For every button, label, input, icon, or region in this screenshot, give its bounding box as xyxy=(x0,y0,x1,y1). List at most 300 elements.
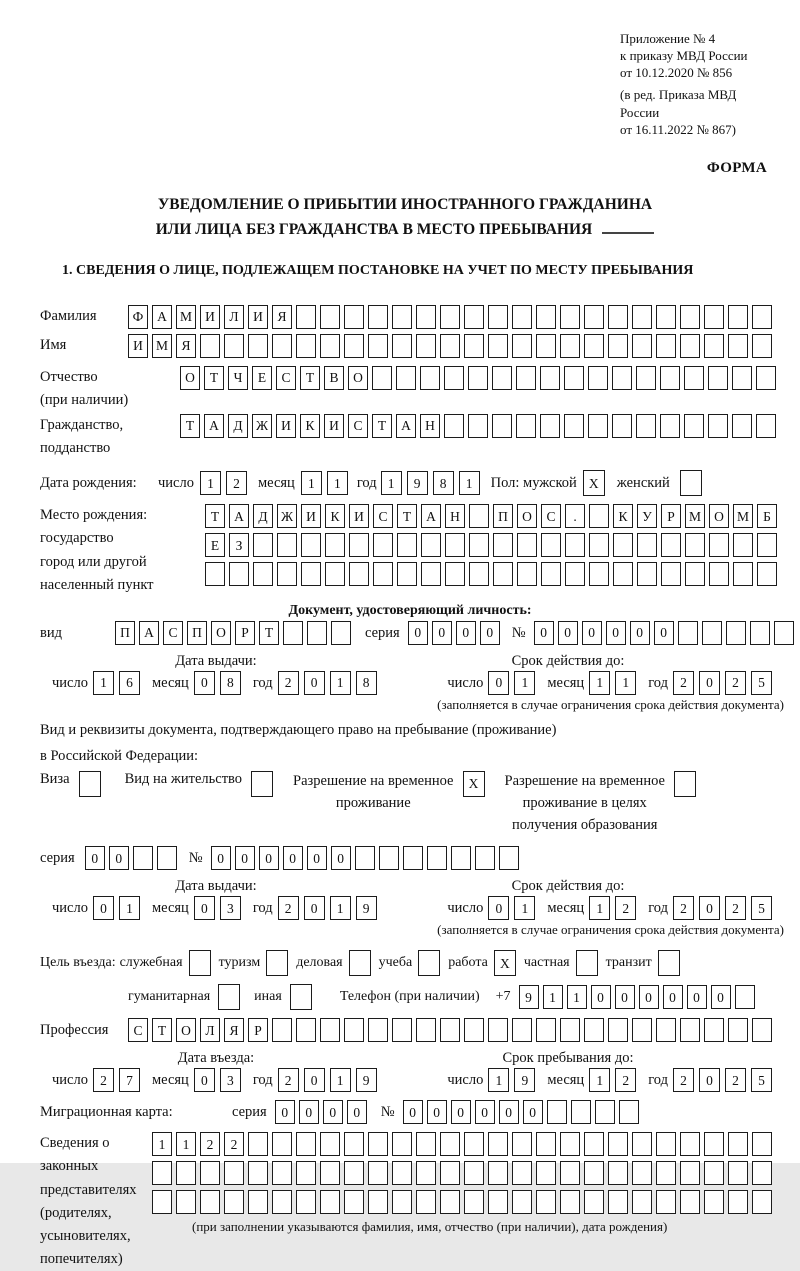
form-cell[interactable]: 0 xyxy=(639,985,659,1009)
form-cell[interactable]: Т xyxy=(180,414,200,438)
form-cell[interactable] xyxy=(157,846,177,870)
form-cell[interactable]: 0 xyxy=(331,846,351,870)
form-cell[interactable] xyxy=(661,533,681,557)
form-cell[interactable]: 5 xyxy=(751,671,772,695)
form-cell[interactable] xyxy=(416,1190,436,1214)
form-cell[interactable] xyxy=(373,562,393,586)
form-cell[interactable]: 0 xyxy=(235,846,255,870)
form-cell[interactable] xyxy=(344,1161,364,1185)
form-cell[interactable] xyxy=(560,305,580,329)
form-cell[interactable] xyxy=(469,504,489,528)
form-cell[interactable] xyxy=(277,533,297,557)
form-cell[interactable] xyxy=(728,334,748,358)
form-cell[interactable]: 0 xyxy=(194,671,215,695)
form-cell[interactable] xyxy=(660,366,680,390)
form-cell[interactable]: 0 xyxy=(299,1100,319,1124)
form-cell[interactable] xyxy=(709,562,729,586)
form-cell[interactable] xyxy=(752,1132,772,1156)
form-cell[interactable]: Я xyxy=(224,1018,244,1042)
form-cell[interactable]: Ф xyxy=(128,305,148,329)
form-cell[interactable]: С xyxy=(128,1018,148,1042)
form-cell[interactable] xyxy=(536,1018,556,1042)
form-cell[interactable]: Т xyxy=(372,414,392,438)
form-cell[interactable]: С xyxy=(541,504,561,528)
form-cell[interactable] xyxy=(152,1161,172,1185)
form-cell[interactable] xyxy=(512,305,532,329)
form-cell[interactable]: 0 xyxy=(534,621,554,645)
form-cell[interactable]: И xyxy=(324,414,344,438)
form-cell[interactable] xyxy=(176,1190,196,1214)
form-cell[interactable] xyxy=(632,1161,652,1185)
form-cell[interactable]: З xyxy=(229,533,249,557)
form-cell[interactable] xyxy=(416,334,436,358)
form-cell[interactable] xyxy=(756,366,776,390)
form-cell[interactable]: 0 xyxy=(323,1100,343,1124)
form-cell[interactable] xyxy=(296,305,316,329)
form-cell[interactable] xyxy=(440,305,460,329)
form-cell[interactable]: 1 xyxy=(119,896,140,920)
form-cell[interactable] xyxy=(296,1190,316,1214)
form-cell[interactable] xyxy=(451,846,471,870)
form-cell[interactable]: 0 xyxy=(283,846,303,870)
form-cell[interactable]: 2 xyxy=(278,896,299,920)
form-cell[interactable] xyxy=(272,1190,292,1214)
form-cell[interactable] xyxy=(392,1161,412,1185)
form-cell[interactable]: 0 xyxy=(591,985,611,1009)
form-cell[interactable]: А xyxy=(421,504,441,528)
form-cell[interactable]: 0 xyxy=(194,896,215,920)
form-cell[interactable] xyxy=(735,985,755,1009)
form-cell[interactable]: М xyxy=(152,334,172,358)
form-cell[interactable] xyxy=(540,366,560,390)
form-cell[interactable] xyxy=(512,334,532,358)
form-cell[interactable]: П xyxy=(187,621,207,645)
form-cell[interactable] xyxy=(224,1161,244,1185)
form-cell[interactable] xyxy=(248,1132,268,1156)
form-cell[interactable] xyxy=(728,1018,748,1042)
form-cell[interactable]: Ч xyxy=(228,366,248,390)
form-cell[interactable] xyxy=(660,414,680,438)
form-cell[interactable]: 0 xyxy=(606,621,626,645)
form-cell[interactable] xyxy=(349,562,369,586)
form-cell[interactable] xyxy=(584,1018,604,1042)
form-cell[interactable]: Т xyxy=(205,504,225,528)
form-cell[interactable] xyxy=(613,533,633,557)
form-cell[interactable]: 1 xyxy=(330,1068,351,1092)
form-cell[interactable]: 1 xyxy=(543,985,563,1009)
form-cell[interactable] xyxy=(704,1190,724,1214)
form-cell[interactable] xyxy=(680,1132,700,1156)
form-cell[interactable] xyxy=(728,305,748,329)
form-cell[interactable]: Д xyxy=(228,414,248,438)
form-cell[interactable]: 1 xyxy=(459,471,480,495)
form-cell[interactable]: 0 xyxy=(85,846,105,870)
form-cell[interactable] xyxy=(331,621,351,645)
form-cell[interactable]: 0 xyxy=(488,671,509,695)
form-cell[interactable]: И xyxy=(248,305,268,329)
form-cell[interactable]: Д xyxy=(253,504,273,528)
form-cell[interactable]: 2 xyxy=(278,1068,299,1092)
form-cell[interactable]: 0 xyxy=(711,985,731,1009)
form-cell[interactable] xyxy=(200,334,220,358)
form-cell[interactable]: 1 xyxy=(589,671,610,695)
form-cell[interactable] xyxy=(656,305,676,329)
form-cell[interactable] xyxy=(416,305,436,329)
form-cell[interactable] xyxy=(512,1190,532,1214)
form-cell[interactable] xyxy=(512,1018,532,1042)
form-cell[interactable] xyxy=(612,414,632,438)
form-cell[interactable] xyxy=(488,1018,508,1042)
form-cell[interactable]: 0 xyxy=(654,621,674,645)
form-cell[interactable] xyxy=(344,1132,364,1156)
form-cell[interactable] xyxy=(680,470,702,496)
form-cell[interactable] xyxy=(229,562,249,586)
form-cell[interactable] xyxy=(536,1132,556,1156)
form-cell[interactable]: . xyxy=(565,504,585,528)
form-cell[interactable] xyxy=(541,562,561,586)
form-cell[interactable] xyxy=(344,334,364,358)
form-cell[interactable]: 3 xyxy=(220,896,241,920)
form-cell[interactable] xyxy=(564,414,584,438)
form-cell[interactable] xyxy=(728,1132,748,1156)
form-cell[interactable] xyxy=(595,1100,615,1124)
form-cell[interactable] xyxy=(296,334,316,358)
form-cell[interactable] xyxy=(488,1161,508,1185)
form-cell[interactable] xyxy=(656,1132,676,1156)
form-cell[interactable]: 2 xyxy=(673,1068,694,1092)
form-cell[interactable]: К xyxy=(300,414,320,438)
form-cell[interactable] xyxy=(774,621,794,645)
form-cell[interactable] xyxy=(608,1132,628,1156)
form-cell[interactable]: А xyxy=(204,414,224,438)
form-cell[interactable]: 9 xyxy=(356,1068,377,1092)
form-cell[interactable] xyxy=(301,533,321,557)
form-cell[interactable]: Т xyxy=(152,1018,172,1042)
form-cell[interactable] xyxy=(392,334,412,358)
form-cell[interactable]: А xyxy=(152,305,172,329)
form-cell[interactable] xyxy=(685,533,705,557)
form-cell[interactable] xyxy=(732,366,752,390)
form-cell[interactable] xyxy=(368,1018,388,1042)
form-cell[interactable] xyxy=(547,1100,567,1124)
form-cell[interactable] xyxy=(560,1132,580,1156)
form-cell[interactable] xyxy=(656,1161,676,1185)
form-cell[interactable] xyxy=(403,846,423,870)
form-cell[interactable] xyxy=(704,305,724,329)
form-cell[interactable] xyxy=(344,1018,364,1042)
form-cell[interactable] xyxy=(757,562,777,586)
form-cell[interactable]: 0 xyxy=(275,1100,295,1124)
form-cell[interactable] xyxy=(704,334,724,358)
form-cell[interactable] xyxy=(397,533,417,557)
form-cell[interactable] xyxy=(752,305,772,329)
form-cell[interactable] xyxy=(440,1132,460,1156)
form-cell[interactable]: 5 xyxy=(751,896,772,920)
form-cell[interactable]: 9 xyxy=(407,471,428,495)
form-cell[interactable] xyxy=(709,533,729,557)
form-cell[interactable]: 0 xyxy=(211,846,231,870)
form-cell[interactable] xyxy=(613,562,633,586)
form-cell[interactable]: 0 xyxy=(304,896,325,920)
form-cell[interactable] xyxy=(560,334,580,358)
form-cell[interactable] xyxy=(397,562,417,586)
form-cell[interactable]: Е xyxy=(252,366,272,390)
form-cell[interactable] xyxy=(589,562,609,586)
form-cell[interactable] xyxy=(296,1161,316,1185)
form-cell[interactable] xyxy=(283,621,303,645)
form-cell[interactable] xyxy=(752,1018,772,1042)
form-cell[interactable] xyxy=(392,1190,412,1214)
form-cell[interactable]: 0 xyxy=(93,896,114,920)
form-cell[interactable] xyxy=(248,1190,268,1214)
form-cell[interactable]: 0 xyxy=(427,1100,447,1124)
form-cell[interactable]: 0 xyxy=(699,1068,720,1092)
form-cell[interactable]: 0 xyxy=(475,1100,495,1124)
form-cell[interactable]: 2 xyxy=(615,1068,636,1092)
form-cell[interactable]: 0 xyxy=(347,1100,367,1124)
form-cell[interactable] xyxy=(253,533,273,557)
form-cell[interactable] xyxy=(680,1161,700,1185)
form-cell[interactable] xyxy=(637,533,657,557)
form-cell[interactable]: С xyxy=(276,366,296,390)
form-cell[interactable]: 1 xyxy=(330,896,351,920)
form-cell[interactable] xyxy=(272,334,292,358)
form-cell[interactable]: Т xyxy=(300,366,320,390)
form-cell[interactable] xyxy=(416,1132,436,1156)
form-cell[interactable] xyxy=(680,1190,700,1214)
form-cell[interactable] xyxy=(608,1190,628,1214)
form-cell[interactable] xyxy=(632,1190,652,1214)
form-cell[interactable] xyxy=(612,366,632,390)
form-cell[interactable] xyxy=(493,562,513,586)
form-cell[interactable]: К xyxy=(613,504,633,528)
form-cell[interactable] xyxy=(565,562,585,586)
form-cell[interactable] xyxy=(632,1132,652,1156)
form-cell[interactable]: 0 xyxy=(109,846,129,870)
form-cell[interactable]: Л xyxy=(200,1018,220,1042)
form-cell[interactable] xyxy=(445,533,465,557)
form-cell[interactable] xyxy=(416,1018,436,1042)
form-cell[interactable] xyxy=(205,562,225,586)
form-cell[interactable]: 1 xyxy=(152,1132,172,1156)
form-cell[interactable] xyxy=(536,1161,556,1185)
form-cell[interactable] xyxy=(636,414,656,438)
form-cell[interactable] xyxy=(702,621,722,645)
form-cell[interactable] xyxy=(392,305,412,329)
form-cell[interactable] xyxy=(632,334,652,358)
form-cell[interactable]: 2 xyxy=(725,671,746,695)
form-cell[interactable] xyxy=(492,366,512,390)
form-cell[interactable]: И xyxy=(128,334,148,358)
form-cell[interactable] xyxy=(444,414,464,438)
form-cell[interactable]: 0 xyxy=(194,1068,215,1092)
form-cell[interactable] xyxy=(468,366,488,390)
form-cell[interactable] xyxy=(752,334,772,358)
form-cell[interactable]: Т xyxy=(397,504,417,528)
form-cell[interactable] xyxy=(440,334,460,358)
form-cell[interactable] xyxy=(656,334,676,358)
form-cell[interactable] xyxy=(418,950,440,976)
form-cell[interactable] xyxy=(444,366,464,390)
form-cell[interactable]: 9 xyxy=(356,896,377,920)
form-cell[interactable]: В xyxy=(324,366,344,390)
form-cell[interactable] xyxy=(608,1018,628,1042)
form-cell[interactable] xyxy=(684,414,704,438)
form-cell[interactable] xyxy=(756,414,776,438)
form-cell[interactable] xyxy=(344,305,364,329)
form-cell[interactable] xyxy=(728,1161,748,1185)
form-cell[interactable] xyxy=(248,1161,268,1185)
form-cell[interactable] xyxy=(588,366,608,390)
form-cell[interactable]: X xyxy=(494,950,516,976)
form-cell[interactable] xyxy=(571,1100,591,1124)
form-cell[interactable] xyxy=(248,334,268,358)
form-cell[interactable] xyxy=(589,533,609,557)
form-cell[interactable] xyxy=(475,846,495,870)
form-cell[interactable] xyxy=(296,1018,316,1042)
form-cell[interactable]: 1 xyxy=(615,671,636,695)
form-cell[interactable]: Р xyxy=(661,504,681,528)
form-cell[interactable] xyxy=(133,846,153,870)
form-cell[interactable] xyxy=(632,1018,652,1042)
form-cell[interactable]: Ж xyxy=(252,414,272,438)
form-cell[interactable]: К xyxy=(325,504,345,528)
form-cell[interactable] xyxy=(420,366,440,390)
form-cell[interactable]: 0 xyxy=(582,621,602,645)
form-cell[interactable] xyxy=(488,1132,508,1156)
form-cell[interactable]: 1 xyxy=(567,985,587,1009)
form-cell[interactable]: О xyxy=(517,504,537,528)
form-cell[interactable] xyxy=(752,1161,772,1185)
form-cell[interactable]: 2 xyxy=(200,1132,220,1156)
form-cell[interactable]: 9 xyxy=(519,985,539,1009)
form-cell[interactable] xyxy=(379,846,399,870)
form-cell[interactable] xyxy=(560,1018,580,1042)
form-cell[interactable]: 0 xyxy=(630,621,650,645)
form-cell[interactable]: 0 xyxy=(699,671,720,695)
form-cell[interactable] xyxy=(576,950,598,976)
form-cell[interactable]: Б xyxy=(757,504,777,528)
form-cell[interactable]: 1 xyxy=(93,671,114,695)
form-cell[interactable]: 0 xyxy=(687,985,707,1009)
form-cell[interactable] xyxy=(301,562,321,586)
form-cell[interactable]: 1 xyxy=(514,671,535,695)
form-cell[interactable] xyxy=(368,1190,388,1214)
form-cell[interactable]: 0 xyxy=(451,1100,471,1124)
form-cell[interactable] xyxy=(266,950,288,976)
form-cell[interactable] xyxy=(684,366,704,390)
form-cell[interactable] xyxy=(464,305,484,329)
form-cell[interactable]: У xyxy=(637,504,657,528)
form-cell[interactable]: 0 xyxy=(456,621,476,645)
form-cell[interactable]: О xyxy=(180,366,200,390)
form-cell[interactable]: 5 xyxy=(751,1068,772,1092)
form-cell[interactable]: 1 xyxy=(488,1068,509,1092)
form-cell[interactable]: 6 xyxy=(119,671,140,695)
form-cell[interactable] xyxy=(200,1161,220,1185)
form-cell[interactable]: X xyxy=(463,771,485,797)
form-cell[interactable]: 1 xyxy=(589,896,610,920)
form-cell[interactable]: 0 xyxy=(259,846,279,870)
form-cell[interactable] xyxy=(272,1132,292,1156)
form-cell[interactable] xyxy=(584,1132,604,1156)
form-cell[interactable]: 1 xyxy=(514,896,535,920)
form-cell[interactable]: 3 xyxy=(220,1068,241,1092)
form-cell[interactable] xyxy=(368,1161,388,1185)
form-cell[interactable]: М xyxy=(685,504,705,528)
form-cell[interactable] xyxy=(704,1161,724,1185)
form-cell[interactable] xyxy=(469,562,489,586)
form-cell[interactable] xyxy=(488,334,508,358)
form-cell[interactable] xyxy=(499,846,519,870)
form-cell[interactable] xyxy=(440,1018,460,1042)
form-cell[interactable]: 0 xyxy=(699,896,720,920)
form-cell[interactable]: 1 xyxy=(301,471,322,495)
form-cell[interactable]: 7 xyxy=(119,1068,140,1092)
form-cell[interactable] xyxy=(368,1132,388,1156)
form-cell[interactable] xyxy=(368,305,388,329)
form-cell[interactable]: 0 xyxy=(488,896,509,920)
form-cell[interactable] xyxy=(277,562,297,586)
form-cell[interactable] xyxy=(307,621,327,645)
form-cell[interactable]: X xyxy=(583,470,605,496)
form-cell[interactable] xyxy=(685,562,705,586)
form-cell[interactable]: О xyxy=(211,621,231,645)
form-cell[interactable] xyxy=(516,414,536,438)
form-cell[interactable] xyxy=(224,1190,244,1214)
form-cell[interactable] xyxy=(372,366,392,390)
form-cell[interactable] xyxy=(368,334,388,358)
form-cell[interactable] xyxy=(658,950,680,976)
form-cell[interactable] xyxy=(200,1190,220,1214)
form-cell[interactable]: 8 xyxy=(433,471,454,495)
form-cell[interactable]: 0 xyxy=(480,621,500,645)
form-cell[interactable]: П xyxy=(493,504,513,528)
form-cell[interactable] xyxy=(536,1190,556,1214)
form-cell[interactable] xyxy=(320,1161,340,1185)
form-cell[interactable]: 2 xyxy=(224,1132,244,1156)
form-cell[interactable]: И xyxy=(349,504,369,528)
form-cell[interactable] xyxy=(516,366,536,390)
form-cell[interactable]: 2 xyxy=(673,671,694,695)
form-cell[interactable]: 0 xyxy=(307,846,327,870)
form-cell[interactable] xyxy=(584,334,604,358)
form-cell[interactable]: Н xyxy=(445,504,465,528)
form-cell[interactable] xyxy=(680,305,700,329)
form-cell[interactable]: Л xyxy=(224,305,244,329)
form-cell[interactable] xyxy=(726,621,746,645)
form-cell[interactable] xyxy=(224,334,244,358)
form-cell[interactable] xyxy=(325,533,345,557)
form-cell[interactable]: 0 xyxy=(615,985,635,1009)
form-cell[interactable] xyxy=(678,621,698,645)
form-cell[interactable] xyxy=(680,1018,700,1042)
form-cell[interactable] xyxy=(750,621,770,645)
form-cell[interactable] xyxy=(320,1190,340,1214)
form-cell[interactable] xyxy=(512,1161,532,1185)
form-cell[interactable] xyxy=(488,305,508,329)
form-cell[interactable]: 0 xyxy=(523,1100,543,1124)
form-cell[interactable] xyxy=(708,414,728,438)
form-cell[interactable] xyxy=(464,334,484,358)
form-cell[interactable] xyxy=(584,305,604,329)
form-cell[interactable] xyxy=(373,533,393,557)
form-cell[interactable] xyxy=(396,366,416,390)
form-cell[interactable] xyxy=(560,1190,580,1214)
form-cell[interactable] xyxy=(589,504,609,528)
form-cell[interactable]: 1 xyxy=(381,471,402,495)
place-type-blank-line[interactable] xyxy=(602,221,654,234)
